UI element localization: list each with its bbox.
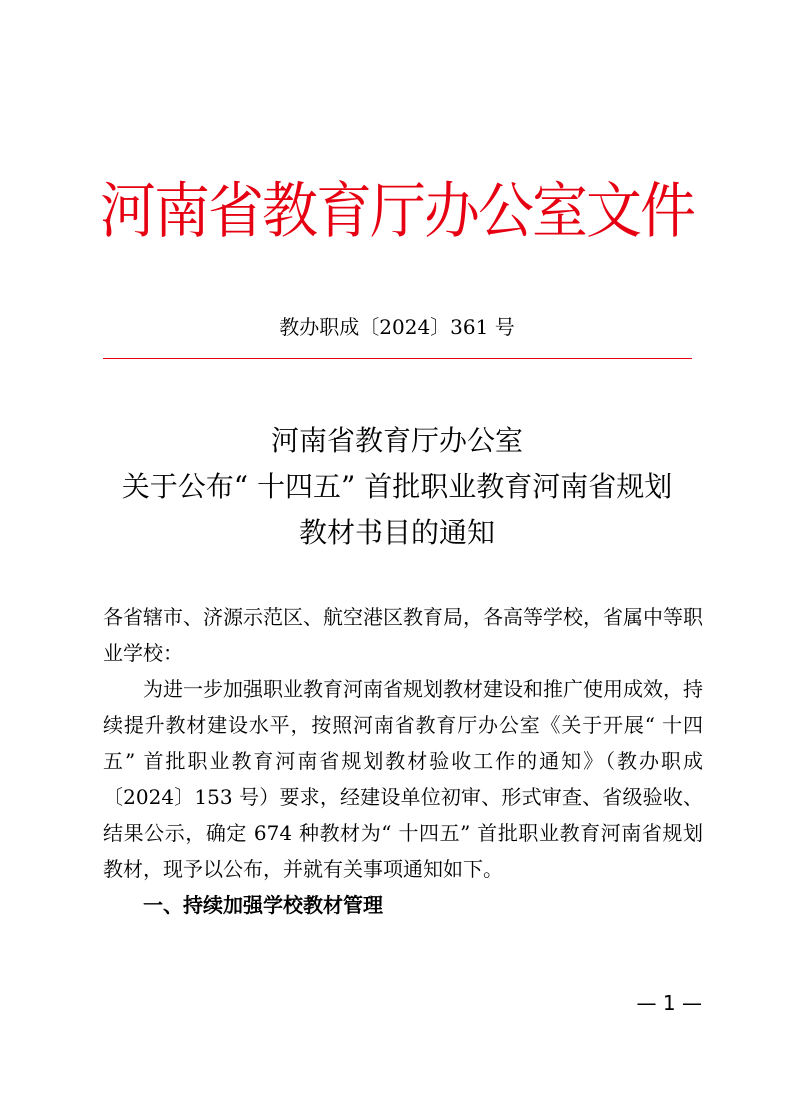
document-masthead: 河南省教育厅办公室文件 — [100, 176, 694, 247]
red-divider-line — [103, 358, 692, 359]
notice-title-line-3: 教材书目的通知 — [298, 516, 495, 549]
notice-title-line-2: 关于公布“ 十四五” 首批职业教育河南省规划 — [121, 470, 673, 503]
notice-body — [103, 599, 703, 923]
section-heading-1: 一、持续加强学校教材管理 — [143, 893, 383, 917]
notice-title-line-1: 河南省教育厅办公室 — [270, 424, 523, 457]
page-number: — 1 — — [636, 991, 702, 1015]
addressee-paragraph: 各省辖市、济源示范区、航空港区教育局，各高等学校，省属中等职业学校： — [103, 605, 703, 665]
notice-title — [40, 418, 754, 556]
body-paragraph-1: 为进一步加强职业教育河南省规划教材建设和推广使用成效，持续提升教材建设水平，按照河南省教育厅办公室《关于开展“ 十四五” 首批职业教育河南省规划教材验收工作的通知》（教办职成〔2024〕153 号）要求，经建设单位初审、形式审查、省级验收、结果公示，确定 674 种教材为“ 十四五” 首批职业教育河南省规划教材，现予以公布，并就有关事项通知如下。 — [103, 677, 703, 881]
document-number: 教办职成〔2024〕361 号 — [279, 315, 515, 339]
